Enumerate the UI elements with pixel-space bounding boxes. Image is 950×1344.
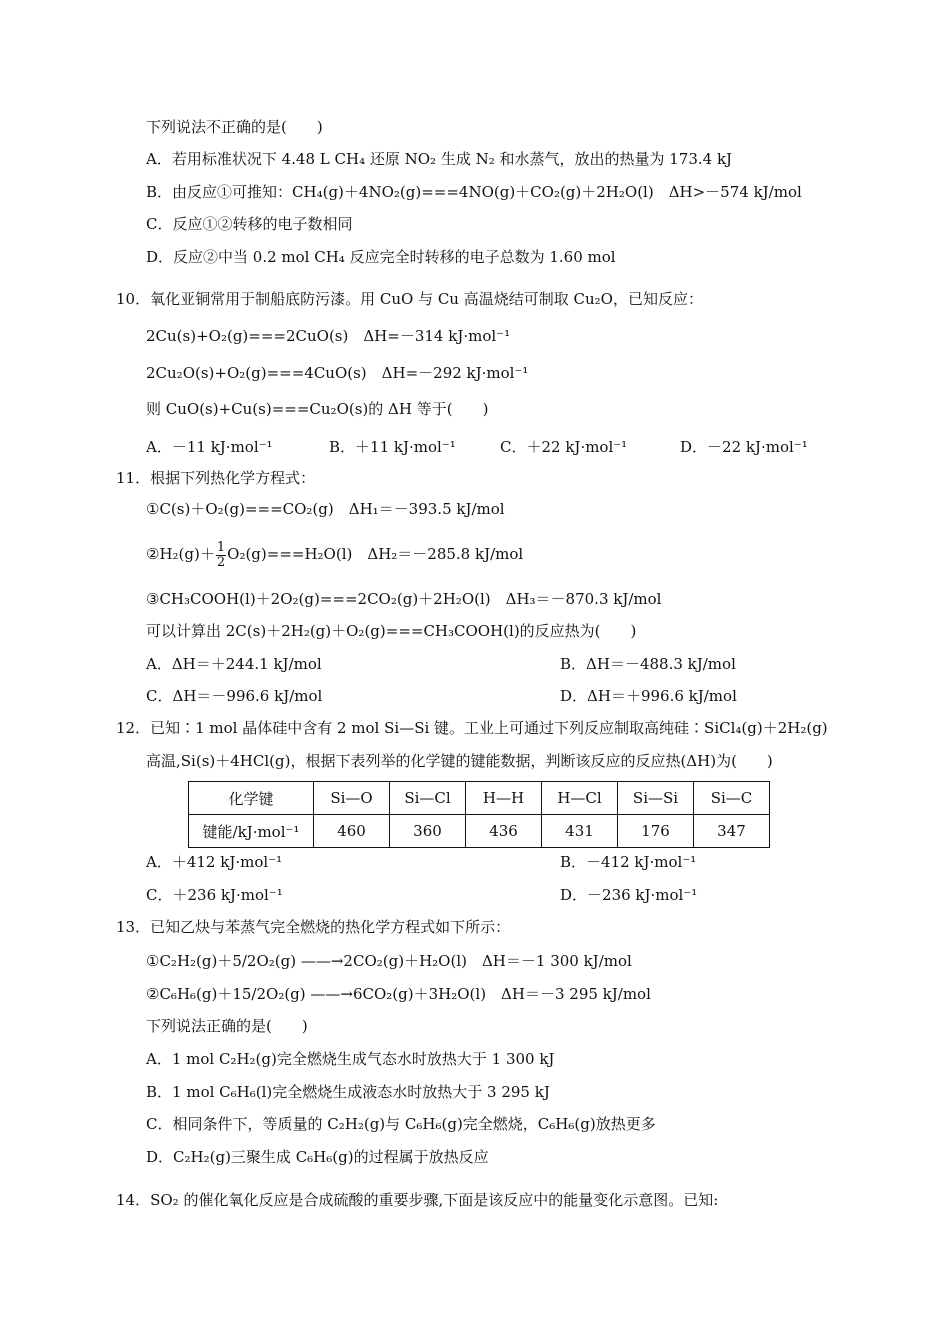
q9-option-c: C．反应①②转移的电子数相同	[146, 215, 353, 233]
q10-option-a: A．－11 kJ·mol⁻¹	[146, 438, 273, 456]
table-cell: H—H	[466, 782, 542, 815]
q12-stem-line-2: 高温,Si(s)＋4HCl(g)，根据下表列举的化学键的键能数据，判断该反应的反应热(ΔH)为( )	[146, 752, 773, 770]
q11-question: 可以计算出 2C(s)＋2H₂(g)＋O₂(g)===CH₃COOH(l)的反应热为( )	[146, 622, 637, 640]
q9-option-b: B．由反应①可推知：CH₄(g)＋4NO₂(g)===4NO(g)＋CO₂(g)＋2H₂O(l) ΔH>－574 kJ/mol	[146, 183, 802, 201]
q11-equation-3: ③CH₃COOH(l)＋2O₂(g)===2CO₂(g)＋2H₂O(l) ΔH₃＝－870.3 kJ/mol	[146, 590, 662, 608]
q13-stem: 13．已知乙炔与苯蒸气完全燃烧的热化学方程式如下所示：	[116, 918, 511, 936]
q13-equation-1: ①C₂H₂(g)＋5/2O₂(g) ——→2CO₂(g)＋H₂O(l) ΔH＝－1 300 kJ/mol	[146, 952, 632, 970]
table-cell: 436	[466, 815, 542, 848]
q11-stem: 11．根据下列热化学方程式：	[116, 469, 316, 487]
q13-option-b: B．1 mol C₆H₆(l)完全燃烧生成液态水时放热大于 3 295 kJ	[146, 1083, 550, 1101]
table-cell: Si—O	[314, 782, 390, 815]
q14-stem: 14．SO₂ 的催化氧化反应是合成硫酸的重要步骤,下面是该反应中的能量变化示意图。已知:	[116, 1191, 719, 1209]
q11-option-b: B．ΔH＝－488.3 kJ/mol	[560, 655, 736, 673]
q9-stem-tail: 下列说法不正确的是( )	[146, 118, 323, 136]
q13-option-a: A．1 mol C₂H₂(g)完全燃烧生成气态水时放热大于 1 300 kJ	[146, 1050, 555, 1068]
table-cell: Si—Si	[618, 782, 694, 815]
q13-option-d: D．C₂H₂(g)三聚生成 C₆H₆(g)的过程属于放热反应	[146, 1148, 489, 1166]
q10-equation-1: 2Cu(s)+O₂(g)===2CuO(s) ΔH=－314 kJ·mol⁻¹	[146, 327, 511, 345]
table-cell: 176	[618, 815, 694, 848]
q9-option-d: D．反应②中当 0.2 mol CH₄ 反应完全时转移的电子总数为 1.60 mol	[146, 248, 616, 266]
q10-equation-2: 2Cu₂O(s)+O₂(g)===4CuO(s) ΔH=－292 kJ·mol⁻¹	[146, 364, 529, 382]
q10-option-c: C．＋22 kJ·mol⁻¹	[500, 438, 628, 456]
q13-question: 下列说法正确的是( )	[146, 1017, 308, 1035]
bond-energy-table	[188, 781, 770, 848]
q10-option-d: D．－22 kJ·mol⁻¹	[680, 438, 808, 456]
q10-question: 则 CuO(s)+Cu(s)===Cu₂O(s)的 ΔH 等于( )	[146, 400, 489, 418]
one-half-fraction: $\frac{1}{2}$	[216, 539, 226, 570]
table-cell: 460	[314, 815, 390, 848]
q11-equation-2: ②H₂(g)＋ $\frac{1}{2}$ O₂(g)===H₂O(l) ΔH₂＝－285.8 kJ/mol	[146, 539, 524, 570]
table-cell: Si—Cl	[390, 782, 466, 815]
q12-option-c: C．＋236 kJ·mol⁻¹	[146, 886, 283, 904]
q10-option-b: B．＋11 kJ·mol⁻¹	[329, 438, 456, 456]
table-cell: 化学键	[189, 782, 314, 815]
q12-option-a: A．＋412 kJ·mol⁻¹	[146, 853, 283, 871]
q13-option-c: C．相同条件下，等质量的 C₂H₂(g)与 C₆H₆(g)完全燃烧，C₆H₆(g)放热更多	[146, 1115, 656, 1133]
table-cell: Si—C	[694, 782, 770, 815]
q12-stem-line-1: 12．已知∶1 mol 晶体硅中含有 2 mol Si—Si 键。工业上可通过下列反应制取高纯硅∶SiCl₄(g)＋2H₂(g)	[116, 719, 828, 737]
q11-option-a: A．ΔH＝＋244.1 kJ/mol	[146, 655, 322, 673]
table-cell: 431	[542, 815, 618, 848]
q12-option-b: B．－412 kJ·mol⁻¹	[560, 853, 697, 871]
q9-option-a: A．若用标准状况下 4.48 L CH₄ 还原 NO₂ 生成 N₂ 和水蒸气，放出的热量为 173.4 kJ	[146, 150, 733, 168]
table-cell: 360	[390, 815, 466, 848]
q11-option-d: D．ΔH＝＋996.6 kJ/mol	[560, 687, 737, 705]
table-cell: H—Cl	[542, 782, 618, 815]
table-cell: 347	[694, 815, 770, 848]
q13-equation-2: ②C₆H₆(g)＋15/2O₂(g) ——→6CO₂(g)＋3H₂O(l) ΔH＝－3 295 kJ/mol	[146, 985, 651, 1003]
q11-option-c: C．ΔH＝－996.6 kJ/mol	[146, 687, 323, 705]
table-cell: 键能/kJ·mol⁻¹	[189, 815, 314, 848]
q10-stem: 10．氧化亚铜常用于制船底防污漆。用 CuO 与 Cu 高温烧结可制取 Cu₂O，已知反应：	[116, 290, 703, 308]
q11-equation-1: ①C(s)＋O₂(g)===CO₂(g) ΔH₁＝－393.5 kJ/mol	[146, 500, 505, 518]
table-header-row	[189, 782, 770, 815]
table-row	[189, 815, 770, 848]
q12-option-d: D．－236 kJ·mol⁻¹	[560, 886, 698, 904]
